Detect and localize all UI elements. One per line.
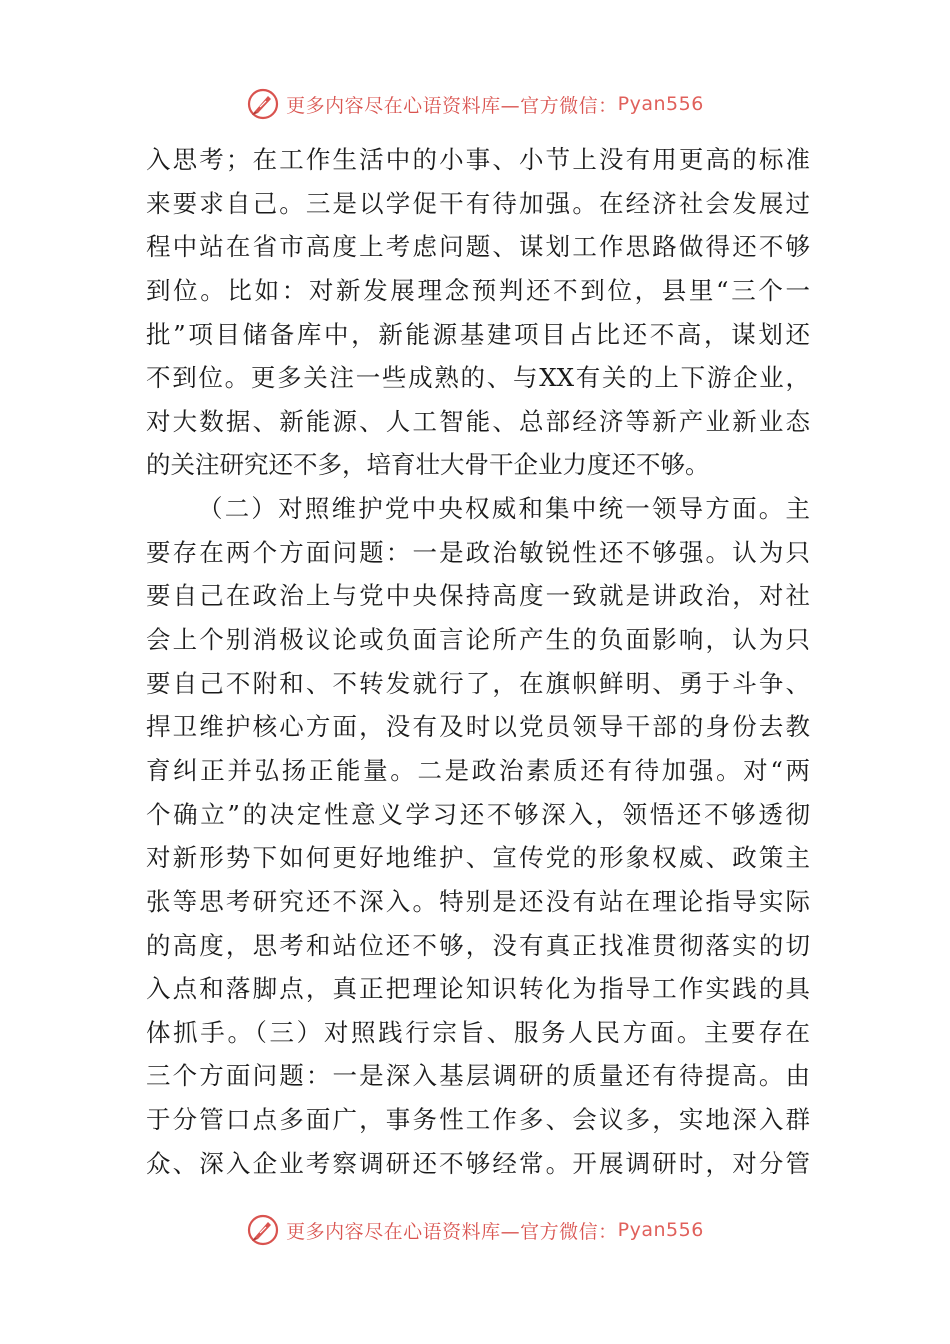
document-body [146, 138, 810, 1185]
text-line: 个确立”的决定性意义学习还不够深入，领悟还不够透彻 [146, 799, 810, 829]
quill-logo-icon [246, 87, 280, 121]
text-line: 张等思考研究还不深入。特别是还没有站在理论指导实际 [146, 886, 810, 916]
text-line: 批”项目储备库中，新能源基建项目占比还不高，谋划还 [146, 319, 810, 349]
watermark-wechat-id: Pyan556 [617, 1219, 704, 1241]
text-line: 于分管口点多面广，事务性工作多、会议多，实地深入群 [146, 1105, 810, 1135]
header-watermark [0, 84, 950, 124]
text-line: 对新形势下如何更好地维护、宣传党的形象权威、政策主 [146, 843, 810, 873]
text-line: 来要求自己。三是以学促干有待加强。在经济社会发展过 [146, 188, 810, 218]
text-line: 要存在两个方面问题：一是政治敏锐性还不够强。认为只 [146, 537, 810, 567]
footer-watermark [0, 1210, 950, 1250]
watermark-text: 更多内容尽在心语资料库—官方微信： [286, 94, 618, 117]
text-line: 要自己不附和、不转发就行了，在旗帜鲜明、勇于斗争、 [146, 668, 810, 698]
text-line: 程中站在省市高度上考虑问题、谋划工作思路做得还不够 [146, 232, 810, 262]
paragraph-2 [146, 487, 810, 1185]
text-line: 的高度，思考和站位还不够，没有真正找准贯彻落实的切 [146, 930, 810, 960]
text-line: 三个方面问题：一是深入基层调研的质量还有待提高。由 [146, 1061, 810, 1091]
text-line: 会上个别消极议论或负面言论所产生的负面影响，认为只 [146, 625, 810, 655]
watermark-text: 更多内容尽在心语资料库—官方微信： [286, 1220, 618, 1243]
text-line: 捍卫维护核心方面，没有及时以党员领导干部的身份去教 [146, 712, 810, 742]
text-line: 众、深入企业考察调研还不够经常。开展调研时，对分管 [146, 1148, 810, 1178]
text-line: 不到位。更多关注一些成熟的、与XX有关的上下游企业， [146, 363, 810, 393]
text-line: 的关注研究还不多，培育壮大骨干企业力度还不够。 [146, 450, 710, 480]
text-line: 到位。比如：对新发展理念预判还不到位，县里“三个一 [146, 275, 810, 305]
text-line: （二）对照维护党中央权威和集中统一领导方面。主 [198, 494, 810, 524]
watermark-wechat-id: Pyan556 [617, 93, 704, 115]
text-line: 对大数据、新能源、人工智能、总部经济等新产业新业态 [146, 406, 810, 436]
text-line: 育纠正并弘扬正能量。二是政治素质还有待加强。对“两 [146, 755, 810, 785]
text-line: 要自己在政治上与党中央保持高度一致就是讲政治，对社 [146, 581, 810, 611]
text-line: 入思考；在工作生活中的小事、小节上没有用更高的标准 [146, 145, 810, 174]
text-line: 体抓手。（三）对照践行宗旨、服务人民方面。主要存在 [146, 1017, 810, 1047]
text-line: 入点和落脚点，真正把理论知识转化为指导工作实践的具 [146, 974, 810, 1004]
paragraph-1 [146, 138, 810, 487]
quill-logo-icon [246, 1213, 280, 1247]
